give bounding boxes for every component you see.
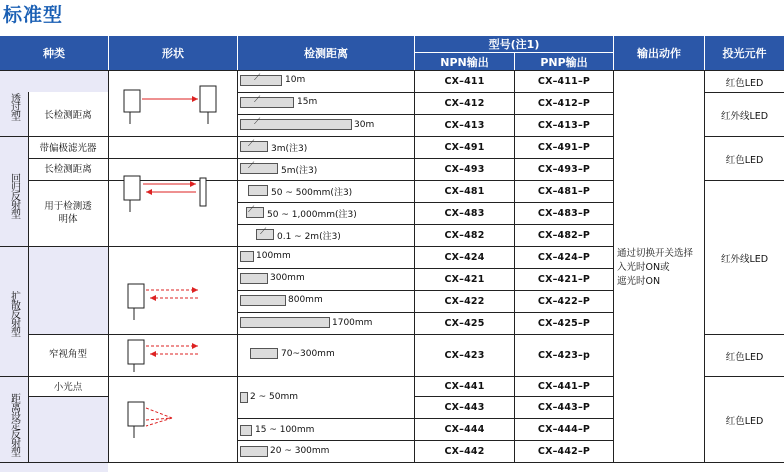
range-text: 300mm	[270, 273, 305, 283]
break-mark-icon: ⟋	[254, 95, 261, 105]
output-action-line2: 入光时ON或	[617, 262, 670, 273]
range-bar	[240, 163, 278, 174]
break-mark-icon: ⟋	[254, 117, 261, 127]
subtype-transparent: 用于检测透明体	[44, 201, 92, 225]
npn-model: CX–482	[444, 230, 485, 241]
range-text: 70~300mm	[281, 349, 335, 359]
range-bar	[240, 75, 282, 86]
header-emitter: 投光元件	[705, 36, 784, 70]
header-type: 种类	[0, 36, 108, 70]
category-retro: 回归反射型	[8, 172, 20, 218]
range-text: 1700mm	[332, 318, 373, 328]
range-bar	[240, 273, 268, 284]
pnp-model: CX–444–P	[537, 424, 591, 435]
range-bar	[240, 446, 268, 457]
divider	[108, 70, 109, 462]
range-text: 0.1 ~ 2m(注3)	[277, 232, 341, 242]
npn-model: CX–491	[444, 142, 485, 153]
subtype-retro-long: 长检测距离	[44, 164, 92, 175]
break-mark-icon: ⟋	[254, 73, 261, 83]
npn-model: CX–411	[444, 76, 485, 87]
narrow-view-illustration	[110, 336, 236, 376]
output-action-line1: 通过切换开关选择	[617, 248, 694, 259]
emitter-red-led: 红色LED	[725, 415, 764, 427]
pnp-model: CX–413–P	[537, 120, 591, 131]
range-bar	[250, 348, 278, 359]
npn-model: CX–423	[444, 350, 485, 361]
npn-model: CX–483	[444, 208, 485, 219]
divider	[0, 70, 784, 71]
thru-beam-illustration	[110, 72, 236, 134]
npn-model: CX–413	[444, 120, 485, 131]
npn-model: CX–443	[444, 402, 485, 413]
category-thru: 透过型	[8, 92, 20, 120]
emitter-red-led: 红色LED	[725, 351, 764, 363]
pnp-model: CX–425–P	[537, 318, 591, 329]
pnp-model: CX–412–P	[537, 98, 591, 109]
small-spot-illustration	[110, 396, 236, 446]
pnp-model: CX–442–P	[537, 446, 591, 457]
pnp-model: CX–481–P	[537, 186, 591, 197]
page-title: 标准型	[3, 4, 64, 26]
break-mark-icon: ⟋	[248, 205, 255, 215]
emitter-red-led: 红色LED	[725, 77, 764, 89]
range-text: 50 ~ 500mm(注3)	[271, 188, 353, 198]
npn-model: CX–441	[444, 381, 485, 392]
npn-model: CX–481	[444, 186, 485, 197]
header-shape: 形状	[109, 36, 237, 70]
range-text: 30m	[354, 120, 375, 130]
range-bar	[240, 317, 330, 328]
subtype-polar: 带偏极滤光器	[39, 143, 97, 154]
range-bar	[240, 425, 252, 436]
pnp-model: CX–411–P	[537, 76, 591, 87]
range-bar	[240, 295, 286, 306]
pnp-model: CX–422–P	[537, 296, 591, 307]
divider	[28, 92, 29, 462]
break-mark-icon: ⟋	[260, 227, 267, 237]
category-diffuse: 扩散反射型	[8, 290, 20, 336]
emitter-red-led: 红色LED	[725, 154, 764, 166]
range-text: 15 ~ 100mm	[255, 425, 315, 435]
diffuse-illustration	[110, 276, 236, 332]
pnp-model: CX–483–P	[537, 208, 591, 219]
break-mark-icon: ⟋	[248, 161, 255, 171]
npn-model: CX–442	[444, 446, 485, 457]
pnp-model: CX–491–P	[537, 142, 591, 153]
pnp-model: CX–493–P	[537, 164, 591, 175]
divider	[28, 396, 108, 397]
range-text: 100mm	[256, 251, 291, 261]
retro-illustration	[110, 160, 236, 230]
npn-model: CX–421	[444, 274, 485, 285]
category-setting: 距离设定反射型	[8, 392, 20, 456]
range-text: 10m	[285, 75, 306, 85]
npn-model: CX–493	[444, 164, 485, 175]
header-model: 型号(注1)	[415, 36, 613, 52]
npn-model: CX–424	[444, 252, 485, 263]
pnp-model: CX–421–P	[537, 274, 591, 285]
pnp-model: CX–482–P	[537, 230, 591, 241]
range-bar	[248, 185, 268, 196]
emitter-infrared-led: 红外线LED	[720, 253, 769, 265]
header-npn: NPN输出	[415, 53, 514, 70]
pnp-model: CX–424–P	[537, 252, 591, 263]
range-text: 3m(注3)	[271, 144, 308, 154]
divider	[613, 70, 614, 462]
header-output-action: 输出动作	[614, 36, 704, 70]
output-action-line3: 遮光时ON	[617, 276, 661, 287]
pnp-model: CX–441–P	[537, 381, 591, 392]
range-text: 50 ~ 1,000mm(注3)	[267, 210, 357, 220]
npn-model: CX–444	[444, 424, 485, 435]
pnp-model: CX–423–p	[537, 350, 591, 361]
range-bar	[240, 251, 254, 262]
emitter-infrared-led: 红外线LED	[720, 110, 769, 122]
break-mark-icon: ⟋	[248, 139, 255, 149]
pnp-model: CX–443–P	[537, 402, 591, 413]
range-text: 800mm	[288, 295, 323, 305]
range-bar	[240, 392, 248, 403]
subtype-narrow: 窄视角型	[48, 349, 87, 360]
npn-model: CX–412	[444, 98, 485, 109]
divider	[0, 462, 784, 463]
header-pnp: PNP输出	[515, 53, 613, 70]
range-text: 15m	[297, 97, 318, 107]
header-range: 检测距离	[238, 36, 414, 70]
subtype-small-spot: 小光点	[53, 382, 83, 393]
range-bar	[240, 97, 294, 108]
divider	[237, 70, 238, 462]
npn-model: CX–425	[444, 318, 485, 329]
range-text: 2 ~ 50mm	[250, 392, 298, 402]
range-text: 5m(注3)	[281, 166, 318, 176]
subtype-long: 长检测距离	[44, 110, 92, 121]
range-text: 20 ~ 300mm	[270, 446, 330, 456]
npn-model: CX–422	[444, 296, 485, 307]
